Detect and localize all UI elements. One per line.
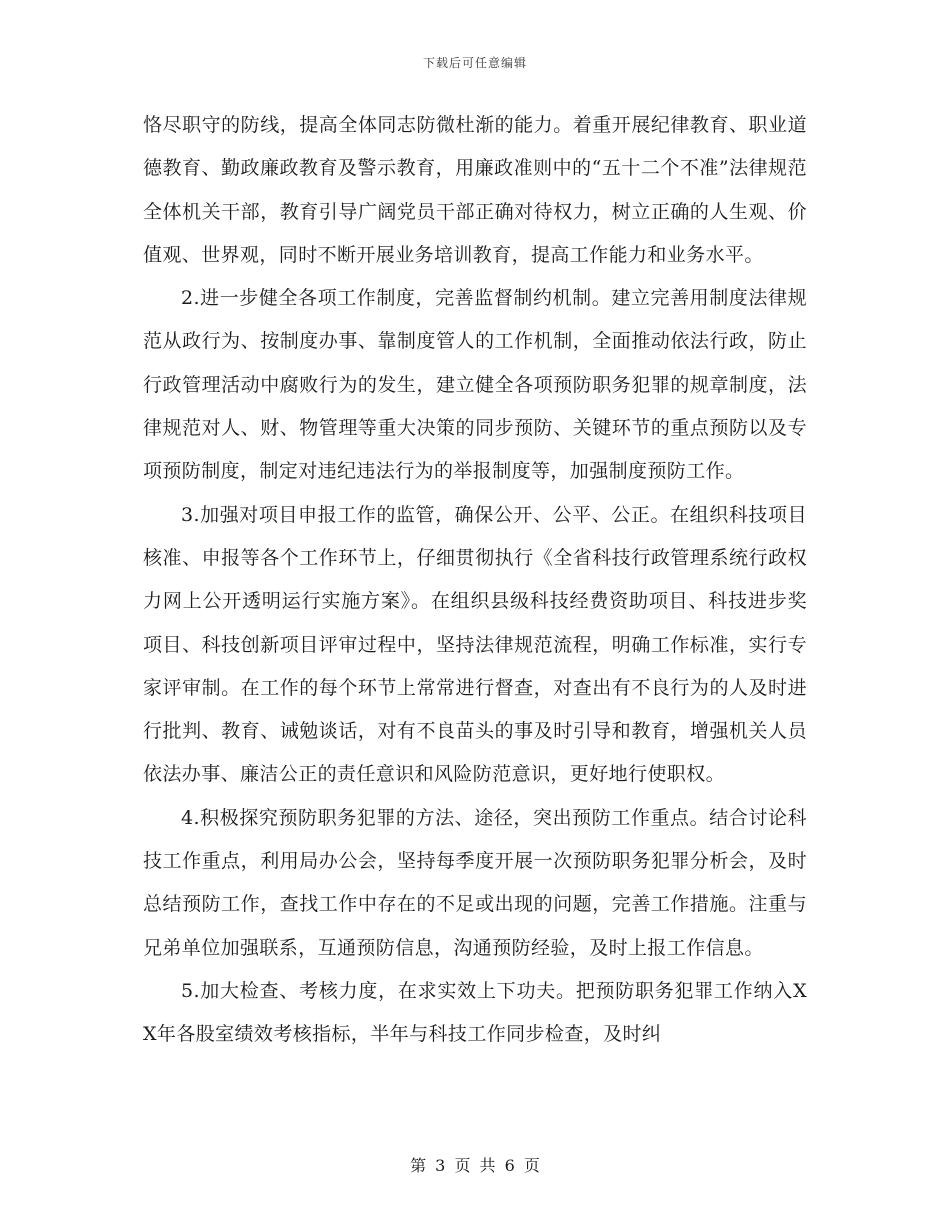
paragraph-item-3: 3.加强对项目申报工作的监管，确保公开、公平、公正。在组织科技项目核准、申报等各个工作环节上，仔细贯彻执行《全省科技行政管理系统行政权力网上公开透明运行实施方案》。在组织县级科技经费资助项目、科技进步奖项目、科技创新项目评审过程中，坚持法律规范流程，明确工作标准，实行专家评审制。在工作的每个环节上常常进行督查，对查出有不良行为的人及时进行批判、教育、诫勉谈话，对有不良苗头的事及时引导和教育，增强机关人员依法办事、廉洁公正的责任意识和风险防范意识，更好地行使职权。 bbox=[143, 503, 807, 786]
paragraph-item-4: 4.积极探究预防职务犯罪的方法、途径，突出预防工作重点。结合讨论科技工作重点，利用局办公会，坚持每季度开展一次预防职务犯罪分析会，及时总结预防工作，查找工作中存在的不足或出现的问题，完善工作措施。注重与兄弟单位加强联系，互通预防信息，沟通预防经验，及时上报工作信息。 bbox=[143, 806, 807, 959]
page-number: 第 3 页 共 6 页 bbox=[410, 1156, 540, 1175]
paragraph-item-2: 2.进一步健全各项工作制度，完善监督制约机制。建立完善用制度法律规范从政行为、按制度办事、靠制度管人的工作机制，全面推动依法行政，防止行政管理活动中腐败行为的发生，建立健全各项预防职务犯罪的规章制度，法律规范对人、财、物管理等重大决策的同步预防、关键环节的重点预防以及专项预防制度，制定对违纪违法行为的举报制度等，加强制度预防工作。 bbox=[143, 287, 807, 483]
paragraph-continuation: 恪尽职守的防线，提高全体同志防微杜渐的能力。着重开展纪律教育、职业道德教育、勤政廉政教育及警示教育，用廉政准则中的“五十二个不准”法律规范全体机关干部，教育引导广阔党员干部正确对待权力，树立正确的人生观、价值观、世界观，同时不断开展业务培训教育，提高工作能力和业务水平。 bbox=[143, 114, 807, 266]
paragraph-item-5: 5.加大检查、考核力度，在求实效上下功夫。把预防职务犯罪工作纳入XX年各股室绩效考核指标，半年与科技工作同步检查，及时纠 bbox=[143, 979, 807, 1046]
body-text bbox=[143, 104, 807, 1057]
header-note: 下载后可任意编辑 bbox=[422, 56, 527, 70]
